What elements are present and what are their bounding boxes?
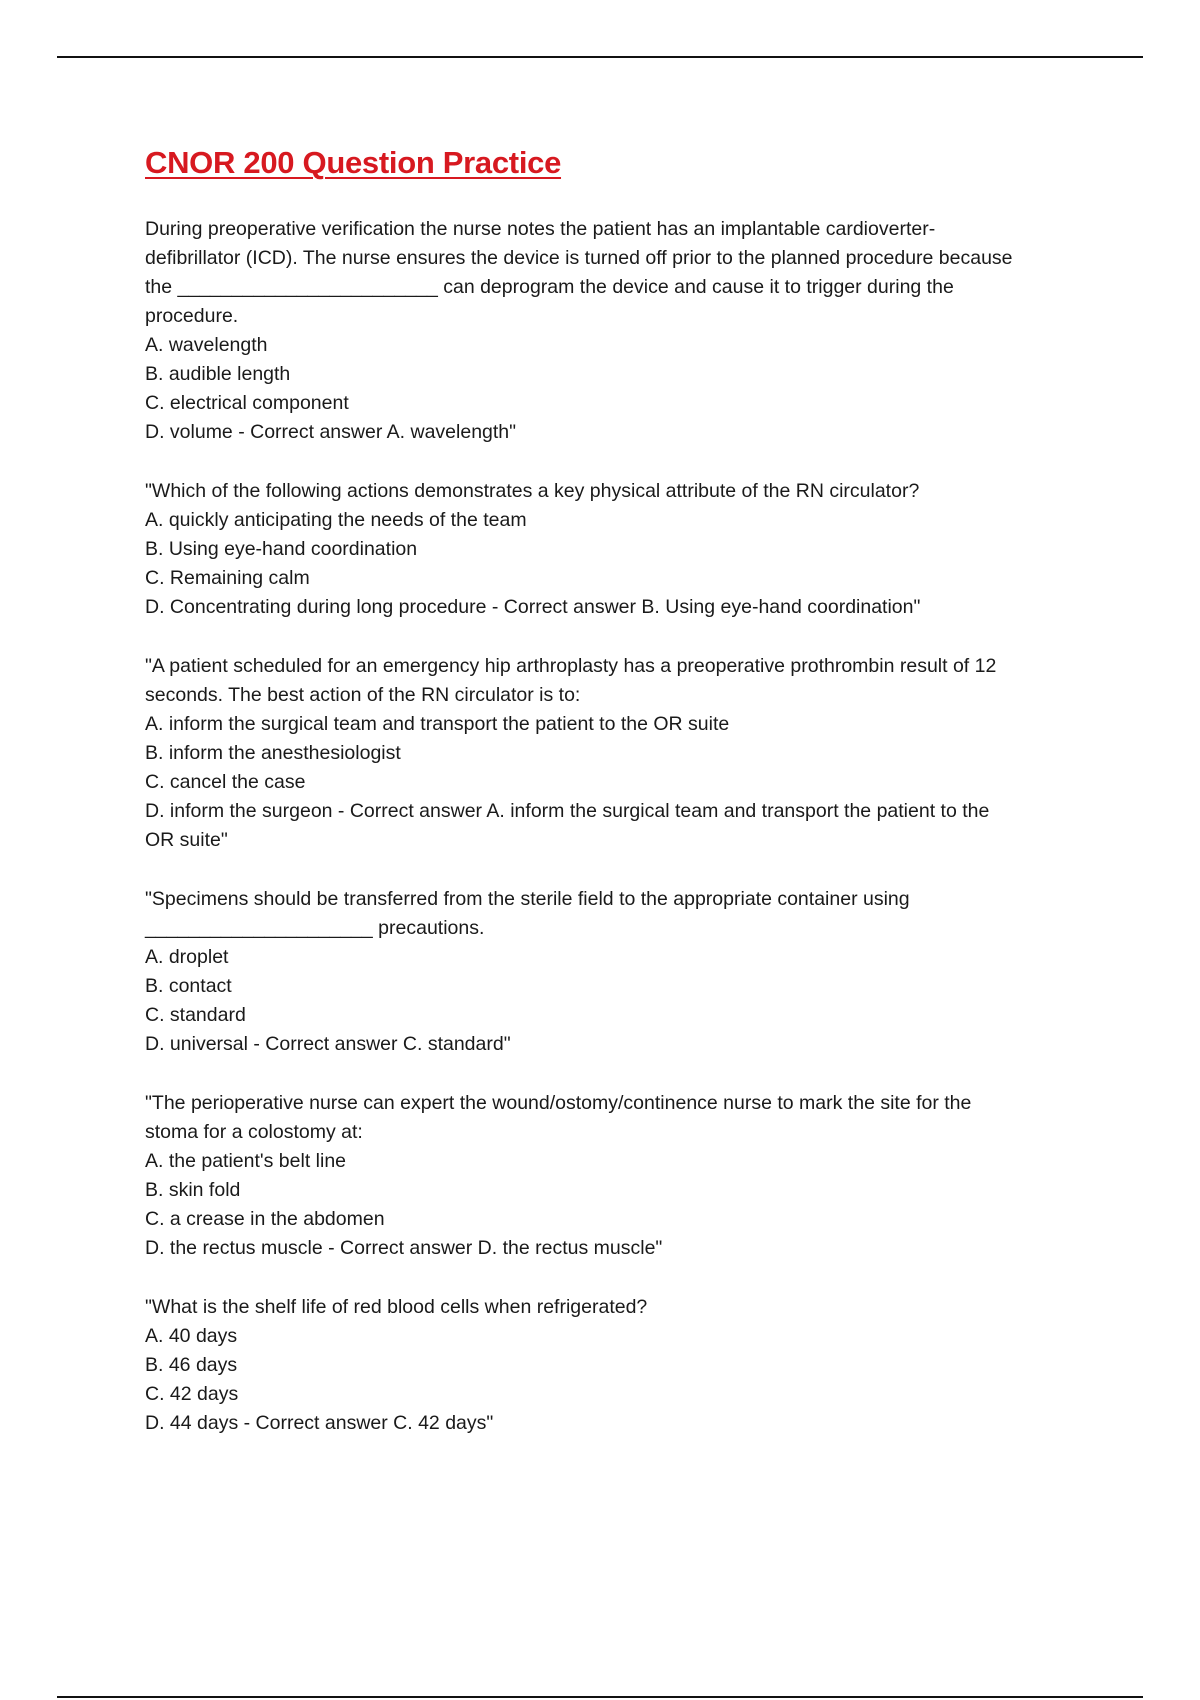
question-text-line: "Specimens should be transferred from the sterile field to the appropriate container using <box>145 888 910 910</box>
answer-option: B. inform the anesthesiologist <box>145 742 401 764</box>
answer-option: C. 42 days <box>145 1383 239 1405</box>
answer-option: B. audible length <box>145 363 291 385</box>
answer-option-with-correct-answer: D. Concentrating during long procedure - Correct answer B. Using eye-hand coordination" <box>145 596 921 618</box>
answer-option: A. wavelength <box>145 334 268 356</box>
answer-option: A. the patient's belt line <box>145 1150 347 1172</box>
question-text-line: stoma for a colostomy at: <box>145 1121 363 1143</box>
document-title: CNOR 200 Question Practice <box>145 145 562 180</box>
answer-option-with-correct-answer: D. volume - Correct answer A. wavelength" <box>145 421 517 443</box>
question-text-line: procedure. <box>145 305 239 327</box>
answer-option: B. Using eye-hand coordination <box>145 538 418 560</box>
answer-option: C. Remaining calm <box>145 567 310 589</box>
question-text-line: seconds. The best action of the RN circulator is to: <box>145 684 581 706</box>
answer-continuation-line: OR suite" <box>145 829 228 851</box>
question-6 <box>145 1293 1065 1438</box>
answer-option: A. droplet <box>145 946 229 968</box>
question-text-line: "A patient scheduled for an emergency hip arthroplasty has a preoperative prothrombin result of 12 <box>145 655 997 677</box>
question-text-line: "The perioperative nurse can expert the wound/ostomy/continence nurse to mark the site for the <box>145 1092 972 1114</box>
answer-option: C. a crease in the abdomen <box>145 1208 385 1230</box>
question-3 <box>145 652 1065 855</box>
answer-option: A. 40 days <box>145 1325 238 1347</box>
bottom-rule <box>57 1696 1143 1698</box>
answer-option-with-correct-answer: D. universal - Correct answer C. standard" <box>145 1033 511 1055</box>
question-text-line: "What is the shelf life of red blood cells when refrigerated? <box>145 1296 648 1318</box>
top-rule <box>57 56 1143 58</box>
question-2 <box>145 477 1065 622</box>
answer-option: A. quickly anticipating the needs of the team <box>145 509 527 531</box>
answer-option: C. standard <box>145 1004 246 1026</box>
question-5 <box>145 1089 1065 1263</box>
answer-option: B. 46 days <box>145 1354 238 1376</box>
answer-option-with-correct-answer: D. 44 days - Correct answer C. 42 days" <box>145 1412 494 1434</box>
answer-option-with-correct-answer: D. inform the surgeon - Correct answer A. inform the surgical team and transport the patient to the <box>145 800 990 822</box>
question-text-line: "Which of the following actions demonstrates a key physical attribute of the RN circulator? <box>145 480 920 502</box>
document-body <box>145 145 1065 1468</box>
answer-option: C. cancel the case <box>145 771 306 793</box>
answer-option: B. skin fold <box>145 1179 241 1201</box>
question-text-line: _____________________ precautions. <box>145 917 485 939</box>
question-4 <box>145 885 1065 1059</box>
answer-option: C. electrical component <box>145 392 349 414</box>
question-text-line: During preoperative verification the nurse notes the patient has an implantable cardioverter- <box>145 218 936 240</box>
question-1 <box>145 215 1065 447</box>
answer-option: B. contact <box>145 975 232 997</box>
answer-option: A. inform the surgical team and transport the patient to the OR suite <box>145 713 730 735</box>
question-text-line: the ________________________ can deprogram the device and cause it to trigger during the <box>145 276 954 298</box>
question-text-line: defibrillator (ICD). The nurse ensures the device is turned off prior to the planned procedure because <box>145 247 1013 269</box>
answer-option-with-correct-answer: D. the rectus muscle - Correct answer D. the rectus muscle" <box>145 1237 663 1259</box>
